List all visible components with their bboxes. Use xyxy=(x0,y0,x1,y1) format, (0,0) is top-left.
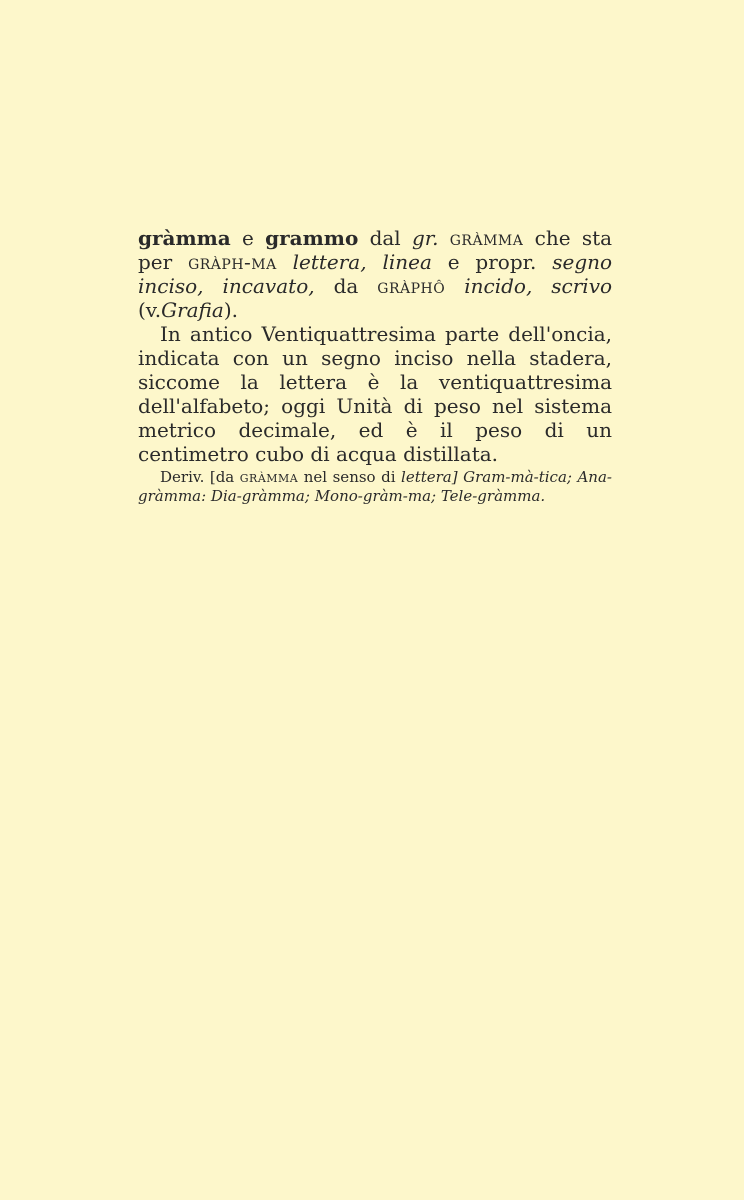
deriv-words: Gram-mà-tica; Ana-gràmma: Dia-gràmma; Mono-gràm-ma; Tele-gràmma. xyxy=(138,468,612,505)
greek-grapho: gràphô xyxy=(377,274,446,298)
entry-derivatives xyxy=(138,468,612,506)
deriv-label: Deriv. [da xyxy=(160,468,235,486)
greek-graph-ma: gràph-ma xyxy=(188,250,277,274)
etym-che-sta-per: che sta per xyxy=(138,226,613,274)
headword-gramma: gràmma xyxy=(138,226,231,250)
see-also-grafia: Grafia xyxy=(161,298,224,322)
etym-da: da xyxy=(333,274,359,298)
gloss-lettera: lettera, xyxy=(292,250,367,274)
see-also-close: ). xyxy=(223,298,238,322)
deriv-lettera: lettera] xyxy=(401,468,458,486)
gloss-segno-inciso: segno inciso, xyxy=(138,250,613,298)
deriv-senso: nel senso di xyxy=(303,468,396,486)
etym-e-propr: e propr. xyxy=(447,250,537,274)
see-also-open: (v. xyxy=(138,298,162,322)
gloss-linea: linea xyxy=(382,250,432,274)
deriv-gramma: gràmma xyxy=(239,468,299,486)
entry-definition: In antico Ventiquattresima parte dell'oncia, indicata con un segno inciso nella stadera, siccome la lettera è la ventiquattresima dell'alfabeto; oggi Unità di peso nel sistema metrico decimale, ed è il peso di un centimetro cubo di acqua distillata. xyxy=(138,322,612,466)
etym-language: gr. xyxy=(411,226,439,250)
gloss-incido-scrivo: incido, scrivo xyxy=(464,274,613,298)
headword-grammo: grammo xyxy=(265,226,359,250)
conjunction: e xyxy=(242,226,254,250)
greek-gramma: gràmma xyxy=(449,226,524,250)
entry-etymology xyxy=(138,226,612,322)
etym-dal: dal xyxy=(369,226,401,250)
gloss-incavato: incavato, xyxy=(222,274,315,298)
dictionary-entry xyxy=(138,226,612,506)
